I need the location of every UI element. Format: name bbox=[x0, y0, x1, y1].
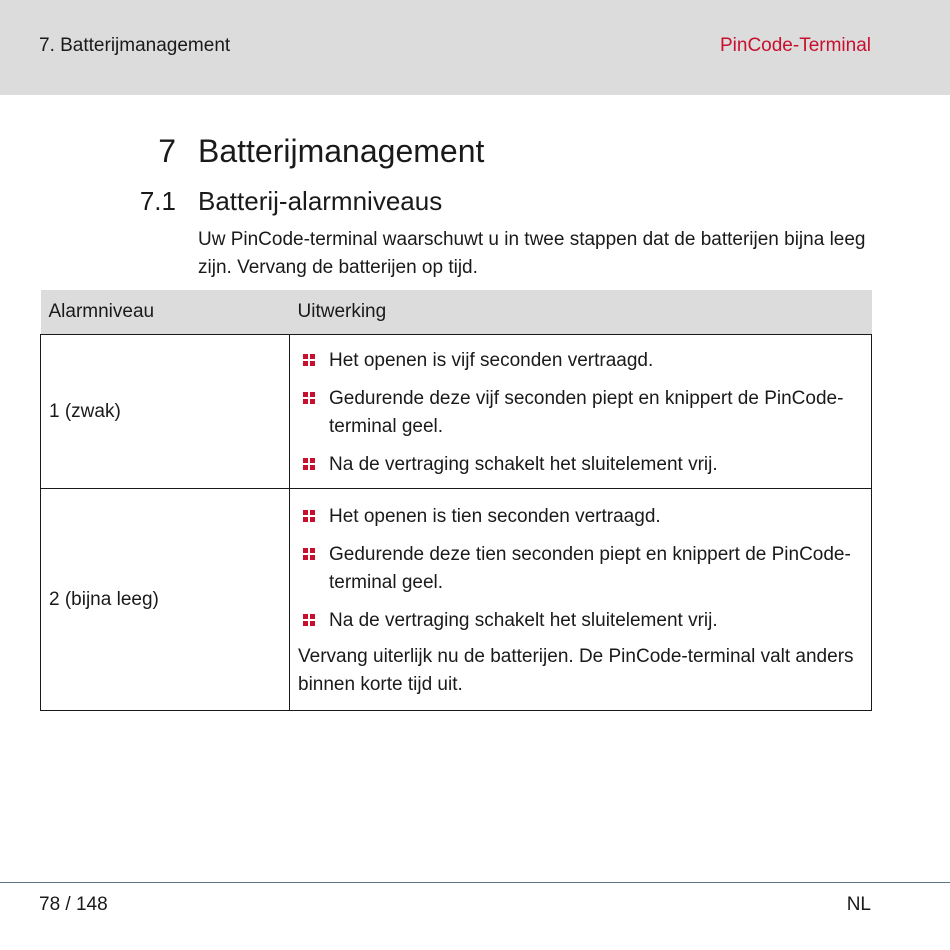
list-item bbox=[298, 607, 863, 635]
intro-paragraph: Uw PinCode-terminal waarschuwt u in twee stappen dat de batterijen bijna leeg zijn. Vervang de batterijen op tijd. bbox=[198, 229, 866, 278]
alarm-level-cell: 1 (zwak) bbox=[41, 335, 290, 489]
chapter-title: Batterijmanagement bbox=[198, 133, 485, 169]
list-item-text: Gedurende deze vijf seconden piept en knippert de PinCode-terminal geel. bbox=[329, 387, 844, 437]
red-square-bullet-icon bbox=[303, 510, 316, 523]
list-item bbox=[298, 385, 863, 441]
header-section-title: 7. Batterijmanagement bbox=[39, 35, 231, 56]
effect-cell bbox=[290, 489, 872, 711]
list-item bbox=[298, 503, 863, 531]
header-product-name: PinCode-Terminal bbox=[719, 35, 871, 56]
effect-list bbox=[298, 347, 863, 479]
list-item-text: Gedurende deze tien seconden piept en knippert de PinCode-terminal geel. bbox=[329, 543, 851, 593]
chapter-number: 7 bbox=[158, 133, 176, 169]
alarm-level-cell: 2 (bijna leeg) bbox=[41, 489, 290, 711]
list-item bbox=[298, 541, 863, 597]
list-item-text: Na de vertraging schakelt het sluitelement vrij. bbox=[329, 609, 718, 631]
list-item-text: Het openen is tien seconden vertraagd. bbox=[329, 505, 661, 527]
page-number: 78 / 148 bbox=[39, 894, 108, 915]
section-number: 7.1 bbox=[139, 186, 176, 216]
language-code: NL bbox=[846, 894, 871, 915]
red-square-bullet-icon bbox=[303, 548, 316, 561]
list-item bbox=[298, 347, 863, 375]
table-row bbox=[41, 489, 872, 711]
section-title: Batterij-alarmniveaus bbox=[198, 186, 443, 216]
alarm-level-table bbox=[40, 290, 872, 711]
red-square-bullet-icon bbox=[303, 392, 316, 405]
table-row bbox=[41, 335, 872, 489]
red-square-bullet-icon bbox=[303, 458, 316, 471]
red-square-bullet-icon bbox=[303, 614, 316, 627]
list-item bbox=[298, 451, 863, 479]
page-header bbox=[0, 0, 950, 95]
replace-batteries-note: Vervang uiterlijk nu de batterijen. De PinCode-terminal valt anders binnen korte tijd uit. bbox=[298, 645, 854, 695]
footer-divider bbox=[0, 882, 950, 883]
column-header-alarm-level: Alarmniveau bbox=[41, 290, 290, 335]
effect-list bbox=[298, 503, 863, 635]
effect-cell bbox=[290, 335, 872, 489]
list-item-text: Na de vertraging schakelt het sluitelement vrij. bbox=[329, 453, 718, 475]
table-header-row bbox=[41, 290, 872, 335]
red-square-bullet-icon bbox=[303, 354, 316, 367]
column-header-effect: Uitwerking bbox=[290, 290, 872, 335]
list-item-text: Het openen is vijf seconden vertraagd. bbox=[329, 349, 654, 371]
